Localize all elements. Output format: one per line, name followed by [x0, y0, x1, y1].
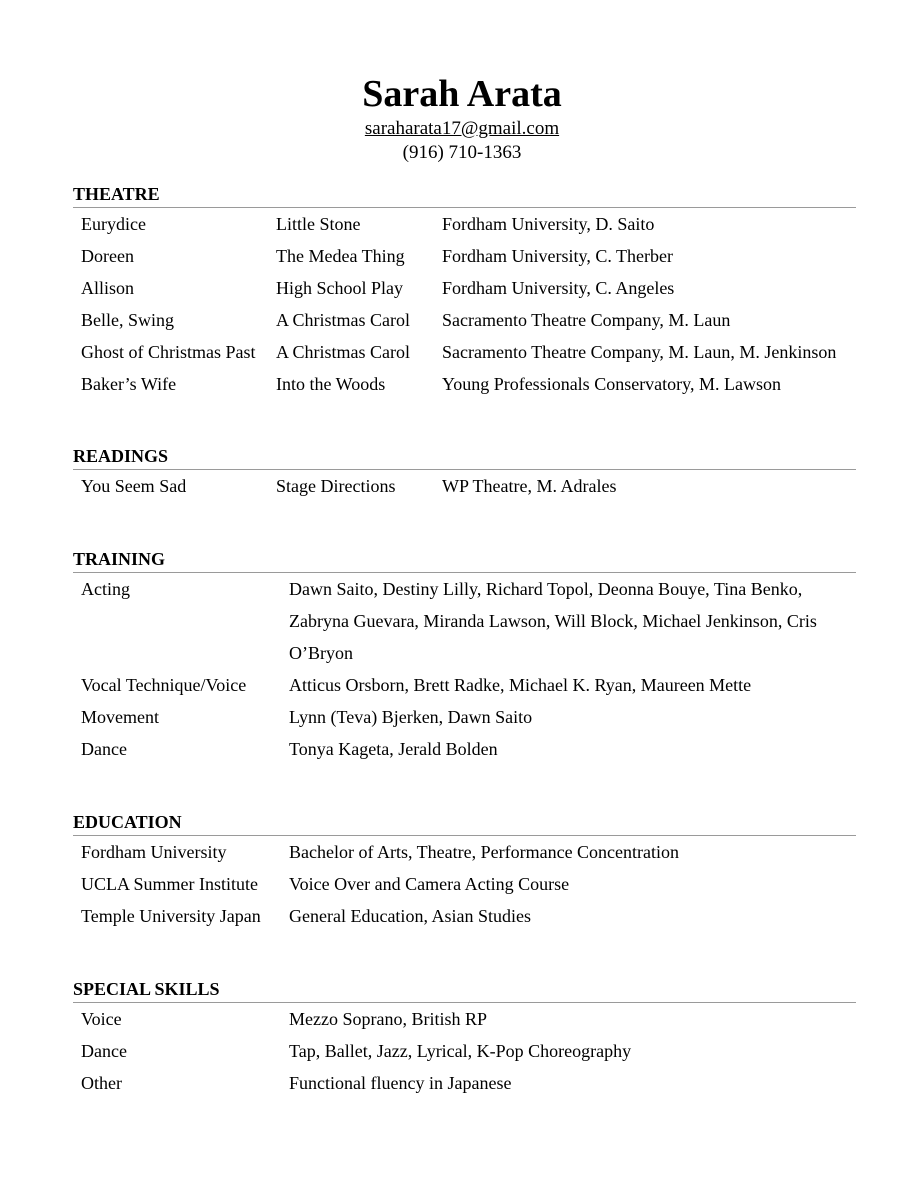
production: Into the Woods	[276, 374, 386, 394]
training-row	[73, 573, 856, 669]
phone-number: (916) 710-1363	[402, 142, 522, 163]
skills-list	[73, 1003, 856, 1099]
role: Eurydice	[81, 214, 146, 234]
education-row	[73, 868, 856, 900]
readings-list	[73, 470, 856, 502]
skills-section	[73, 978, 856, 1099]
role: Allison	[81, 278, 135, 298]
venue: Fordham University, D. Saito	[442, 214, 655, 234]
skill-detail: Functional fluency in Japanese	[289, 1073, 512, 1093]
role: Doreen	[81, 246, 134, 266]
skill-category: Dance	[81, 1041, 127, 1061]
readings-row	[73, 470, 856, 502]
education-row	[73, 836, 856, 868]
education-list	[73, 836, 856, 932]
education-row	[73, 900, 856, 932]
production: A Christmas Carol	[276, 310, 410, 330]
training-row	[73, 701, 856, 733]
production: High School Play	[276, 278, 404, 298]
school: Temple University Japan	[81, 906, 261, 926]
training-instructors: Tonya Kageta, Jerald Bolden	[289, 739, 498, 759]
skills-row	[73, 1067, 856, 1099]
training-category: Movement	[81, 707, 159, 727]
production: Stage Directions	[276, 476, 396, 496]
section-title-readings: READINGS	[73, 445, 856, 470]
theatre-row	[73, 208, 856, 240]
training-row	[73, 669, 856, 701]
training-category: Vocal Technique/Voice	[81, 675, 247, 695]
school: Fordham University	[81, 842, 227, 862]
program: General Education, Asian Studies	[289, 906, 531, 926]
skill-category: Other	[81, 1073, 122, 1093]
theatre-section	[73, 183, 856, 400]
section-title-theatre: THEATRE	[73, 183, 856, 208]
section-title-education: EDUCATION	[73, 811, 856, 836]
training-instructors: Atticus Orsborn, Brett Radke, Michael K. Ryan, Maureen Mette	[289, 675, 752, 695]
production: Little Stone	[276, 214, 361, 234]
training-category: Acting	[81, 579, 130, 599]
school: UCLA Summer Institute	[81, 874, 258, 894]
program: Voice Over and Camera Acting Course	[289, 874, 570, 894]
education-section	[73, 811, 856, 932]
section-title-training: TRAINING	[73, 548, 856, 573]
role: Baker’s Wife	[81, 374, 177, 394]
theatre-row	[73, 240, 856, 272]
theatre-row	[73, 304, 856, 336]
role: Ghost of Christmas Past	[81, 342, 256, 362]
applicant-name: Sarah Arata	[362, 73, 562, 115]
section-title-skills: SPECIAL SKILLS	[73, 978, 856, 1003]
venue: Fordham University, C. Therber	[442, 246, 673, 266]
venue: Fordham University, C. Angeles	[442, 278, 675, 298]
skill-detail: Tap, Ballet, Jazz, Lyrical, K-Pop Choreography	[289, 1041, 632, 1061]
theatre-list	[73, 208, 856, 400]
production: A Christmas Carol	[276, 342, 410, 362]
theatre-row	[73, 368, 856, 400]
email-link[interactable]: saraharata17@gmail.com	[364, 118, 560, 139]
theatre-row	[73, 272, 856, 304]
venue: Young Professionals Conservatory, M. Lawson	[442, 374, 781, 394]
resume-header	[0, 72, 924, 165]
theatre-row	[73, 336, 856, 368]
readings-section	[73, 445, 856, 502]
venue: Sacramento Theatre Company, M. Laun, M. Jenkinson	[442, 342, 837, 362]
training-list	[73, 573, 856, 765]
training-instructors: Dawn Saito, Destiny Lilly, Richard Topol, Deonna Bouye, Tina Benko, Zabryna Guevara, Miranda Lawson, Will Block, Michael Jenkinson, Cris O’Bryon	[289, 579, 817, 663]
role: You Seem Sad	[81, 476, 187, 496]
skills-row	[73, 1035, 856, 1067]
training-instructors: Lynn (Teva) Bjerken, Dawn Saito	[289, 707, 533, 727]
venue: WP Theatre, M. Adrales	[442, 476, 617, 496]
program: Bachelor of Arts, Theatre, Performance Concentration	[289, 842, 680, 862]
venue: Sacramento Theatre Company, M. Laun	[442, 310, 731, 330]
skills-row	[73, 1003, 856, 1035]
training-row	[73, 733, 856, 765]
skill-category: Voice	[81, 1009, 122, 1029]
role: Belle, Swing	[81, 310, 174, 330]
training-category: Dance	[81, 739, 127, 759]
production: The Medea Thing	[276, 246, 405, 266]
skill-detail: Mezzo Soprano, British RP	[289, 1009, 487, 1029]
training-section	[73, 548, 856, 765]
